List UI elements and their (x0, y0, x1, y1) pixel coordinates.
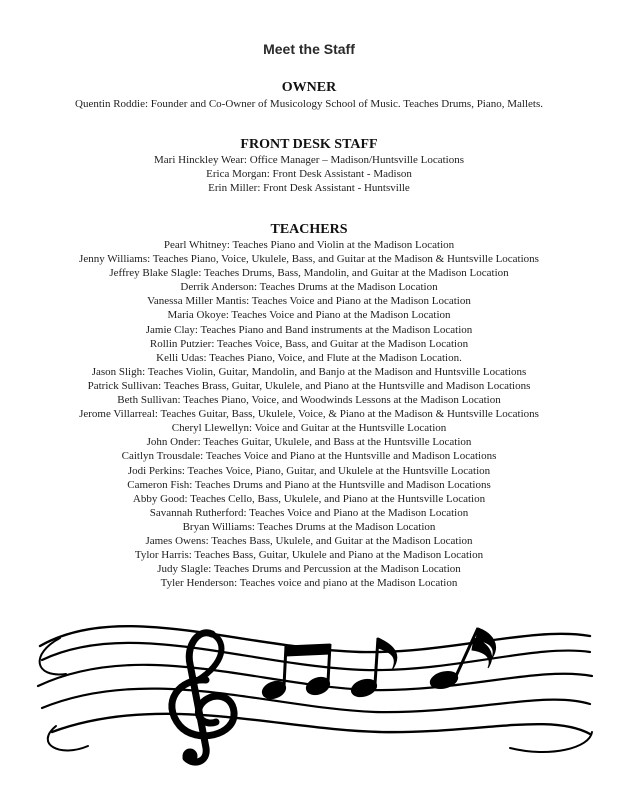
teacher-item: Beth Sullivan: Teaches Piano, Voice, and Woodwinds Lessons at the Madison Location (117, 394, 501, 407)
front-desk-item: Erin Miller: Front Desk Assistant - Huntsville (208, 182, 410, 195)
front-desk-list (40, 153, 578, 195)
teacher-item: Cheryl Llewellyn: Voice and Guitar at the Huntsville Location (171, 422, 447, 435)
teacher-item: Rollin Putzier: Teaches Voice, Bass, and Guitar at the Madison Location (149, 337, 469, 350)
teacher-item: Jerome Villarreal: Teaches Guitar, Bass, Ukulele, Voice, & Piano at the Madison & Huntsville Locations (79, 408, 539, 421)
teacher-item: Cameron Fish: Teaches Drums and Piano at the Huntsville and Madison Locations (127, 478, 491, 491)
owner-heading: OWNER (281, 80, 337, 95)
teacher-item: Tylor Harris: Teaches Bass, Guitar, Ukulele and Piano at the Madison Location (134, 549, 484, 562)
teacher-item: Jason Sligh: Teaches Violin, Guitar, Mandolin, and Banjo at the Madison and Huntsville Locations (91, 365, 527, 378)
teacher-item: Maria Okoye: Teaches Voice and Piano at the Madison Location (167, 309, 451, 322)
teacher-item: Kelli Udas: Teaches Piano, Voice, and Flute at the Madison Location. (156, 351, 462, 364)
teacher-item: John Onder: Teaches Guitar, Ukulele, and Bass at the Huntsville Location (146, 436, 472, 449)
teacher-item: Jamie Clay: Teaches Piano and Band instruments at the Madison Location (145, 323, 473, 336)
teacher-item: Vanessa Miller Mantis: Teaches Voice and Piano at the Madison Location (147, 295, 471, 308)
teacher-item: Derrik Anderson: Teaches Drums at the Madison Location (180, 281, 438, 294)
teacher-item: Savannah Rutherford: Teaches Voice and Piano at the Madison Location (149, 506, 469, 519)
teacher-item: Jodi Perkins: Teaches Voice, Piano, Guitar, and Ukulele at the Huntsville Location (127, 464, 491, 477)
owner-description: Quentin Roddie: Founder and Co-Owner of Musicology School of Music. Teaches Drums, Piano, Mallets. (75, 98, 543, 110)
teacher-item: Bryan Williams: Teaches Drums at the Madison Location (182, 520, 436, 533)
music-staff-treble-clef-notes-icon (30, 608, 600, 768)
page-title: Meet the Staff (263, 41, 355, 57)
teacher-item: James Owens: Teaches Bass, Ukulele, and Guitar at the Madison Location (145, 534, 473, 547)
teacher-item: Abby Good: Teaches Cello, Bass, Ukulele, and Piano at the Huntsville Location (132, 492, 486, 505)
teachers-heading: TEACHERS (270, 222, 348, 237)
teacher-item: Judy Slagle: Teaches Drums and Percussion at the Madison Location (157, 563, 461, 576)
front-desk-item: Erica Morgan: Front Desk Assistant - Madison (206, 168, 412, 181)
teachers-list (20, 238, 598, 590)
teacher-item: Tyler Henderson: Teaches voice and piano at the Madison Location (160, 577, 458, 590)
teacher-item: Pearl Whitney: Teaches Piano and Violin at the Madison Location (163, 239, 455, 251)
front-desk-heading: FRONT DESK STAFF (240, 137, 378, 152)
teacher-item: Patrick Sullivan: Teaches Brass, Guitar, Ukulele, and Piano at the Huntsville and Madison Locations (87, 379, 531, 392)
front-desk-item: Mari Hinckley Wear: Office Manager – Madison/Huntsville Locations (154, 154, 464, 166)
teacher-item: Caitlyn Trousdale: Teaches Voice and Piano at the Huntsville and Madison Locations (121, 450, 497, 463)
teacher-item: Jeffrey Blake Slagle: Teaches Drums, Bass, Mandolin, and Guitar at the Madison Location (109, 267, 509, 280)
teacher-item: Jenny Williams: Teaches Piano, Voice, Ukulele, Bass, and Guitar at the Madison & Huntsville Locations (79, 253, 539, 266)
